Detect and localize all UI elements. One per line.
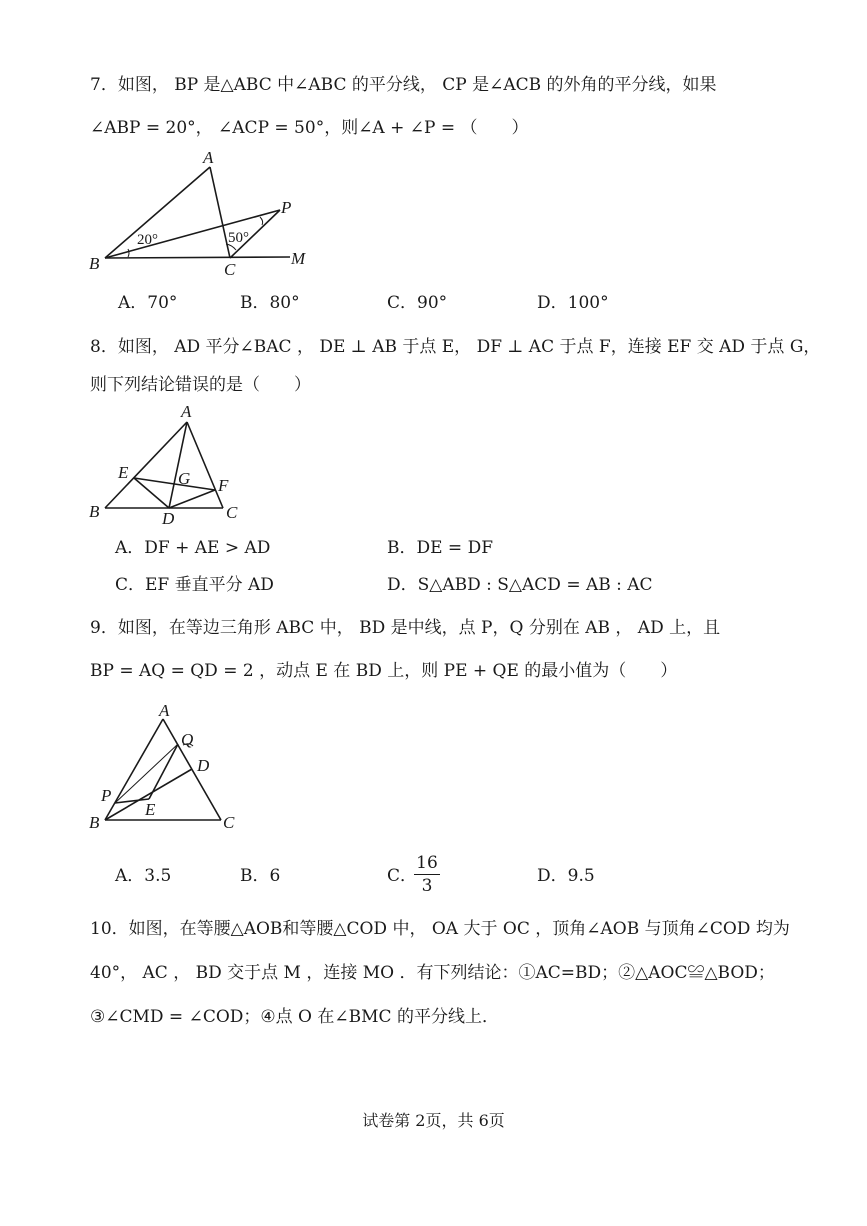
q9-label-b: B xyxy=(89,813,100,832)
q10-text-line2: 40°， AC ， BD 交于点 M ，连接 MO ．有下列结论：①AC=BD；②△AOC≌△BOD； xyxy=(90,963,775,983)
q9-label-a: A xyxy=(159,701,170,720)
q8-seg-df xyxy=(169,490,215,508)
q8-label-a: A xyxy=(181,402,192,421)
q8-label-b: B xyxy=(89,502,100,521)
q8-option-b: B．DE = DF xyxy=(387,538,494,558)
q8-option-d: D．S△ABD : S△ACD = AB : AC xyxy=(387,575,653,595)
q7-seg-bp xyxy=(105,210,280,258)
q10-text-line1: 10．如图，在等腰△AOB和等腰△COD 中， OA 大于 OC ，顶角∠AOB 与顶角∠COD 均为 xyxy=(90,919,790,939)
q8-text-line2: 则下列结论错误的是（ ） xyxy=(90,375,311,395)
q9-figure xyxy=(85,697,255,837)
q8-option-c: C．EF 垂直平分 AD xyxy=(115,575,274,595)
q7-text-line1: 7．如图， BP 是△ABC 中∠ABC 的平分线， CP 是∠ACB 的外角的平分线，如果 xyxy=(90,75,717,95)
q8-label-c: C xyxy=(226,503,238,522)
q8-label-d: D xyxy=(162,509,175,528)
q9-label-q: Q xyxy=(181,730,194,749)
q8-seg-ac xyxy=(187,422,223,508)
q9-label-p: P xyxy=(101,786,112,805)
q9-seg-pq xyxy=(115,744,178,803)
q8-text-line1: 8．如图， AD 平分∠BAC ， DE ⊥ AB 于点 E， DF ⊥ AC 于点 F，连接 EF 交 AD 于点 G， xyxy=(90,337,821,357)
q7-figure xyxy=(80,145,340,285)
q7-label-p: P xyxy=(281,198,292,217)
q8-figure xyxy=(85,400,255,530)
q9-option-d: D．9.5 xyxy=(537,866,595,886)
q9-label-c: C xyxy=(223,813,235,832)
q8-option-a: A．DF + AE > AD xyxy=(115,538,271,558)
q8-label-f: F xyxy=(218,476,229,495)
q7-angle-50: 50° xyxy=(228,230,249,246)
q7-text-line2: ∠ABP = 20°， ∠ACP = 50°，则∠A + ∠P = （ ） xyxy=(90,118,529,138)
q8-label-g: G xyxy=(178,469,191,488)
page-footer: 试卷第 2页，共 6页 xyxy=(362,1111,505,1130)
q9-option-c-fraction xyxy=(412,853,442,896)
q8-seg-ad xyxy=(169,422,187,508)
q7-option-c: C．90° xyxy=(387,293,448,313)
q9-option-a: A．3.5 xyxy=(115,866,172,886)
q7-option-d: D．100° xyxy=(537,293,609,313)
q7-label-m: M xyxy=(291,249,306,268)
q7-label-c: C xyxy=(224,260,236,279)
q7-option-b: B．80° xyxy=(240,293,300,313)
q8-label-e: E xyxy=(118,463,129,482)
q9-option-b: B．6 xyxy=(240,866,281,886)
q7-angle-20: 20° xyxy=(137,232,158,248)
q9-fraction-denominator: 3 xyxy=(421,876,433,896)
q9-seg-pe xyxy=(115,799,149,803)
q9-fraction-bar xyxy=(414,874,440,875)
q7-label-a: A xyxy=(203,148,214,167)
q9-text-line1: 9．如图，在等边三角形 ABC 中， BD 是中线，点 P，Q 分别在 AB ， AD 上，且 xyxy=(90,618,721,638)
q9-label-e: E xyxy=(145,800,156,819)
q9-fraction-numerator: 16 xyxy=(416,853,438,873)
q7-seg-bm xyxy=(105,257,290,258)
q9-text-line2: BP = AQ = QD = 2 ，动点 E 在 BD 上，则 PE + QE 的最小值为（ ） xyxy=(90,661,678,681)
q7-label-b: B xyxy=(89,254,100,273)
q9-seg-qe xyxy=(149,744,178,799)
q7-option-a: A．70° xyxy=(118,293,178,313)
q9-option-c-label: C． xyxy=(387,866,418,886)
q9-label-d: D xyxy=(197,756,210,775)
q10-text-line3: ③∠CMD = ∠COD；④点 O 在∠BMC 的平分线上． xyxy=(90,1007,499,1027)
